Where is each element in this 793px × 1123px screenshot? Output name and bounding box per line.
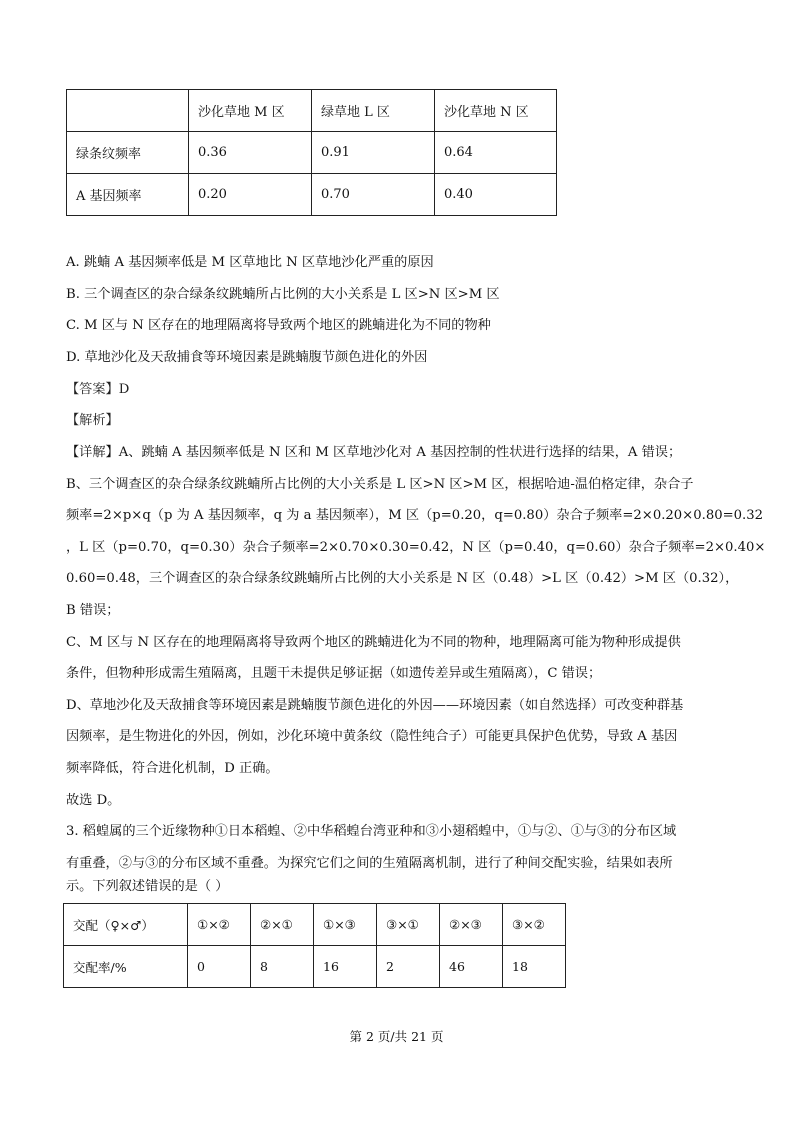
- table-cell: 0.91: [312, 132, 435, 174]
- table-cell: 16: [314, 946, 377, 988]
- analysis-line: B、三个调查区的杂合绿条纹跳蝻所占比例的大小关系是 L 区>N 区>M 区，根据哈迪-温伯格定律，杂合子: [66, 477, 694, 492]
- table-row: [64, 946, 566, 988]
- question-3-line: 3. 稻蝗属的三个近缘物种①日本稻蝗、②中华稻蝗台湾亚种和③小翅稻蝗中，①与②、①与③的分布区域: [66, 824, 677, 839]
- table-cell: 交配率/%: [64, 946, 188, 988]
- analysis-label: 【解析】: [66, 413, 119, 428]
- table-cell: 18: [503, 946, 566, 988]
- table-cell: A 基因频率: [67, 174, 189, 216]
- table-cell: 2: [377, 946, 440, 988]
- option-c: C. M 区与 N 区存在的地理隔离将导致两个地区的跳蝻进化为不同的物种: [66, 318, 491, 333]
- table-cell: 0.20: [189, 174, 312, 216]
- analysis-line: 因频率，是生物进化的外因，例如，沙化环境中黄条纹（隐性纯合子）可能更具保护色优势，导致 A 基因: [66, 729, 678, 744]
- table-row: [67, 132, 557, 174]
- analysis-line: ，L 区（p=0.70，q=0.30）杂合子频率=2×0.70×0.30=0.42，N 区（p=0.40，q=0.60）杂合子频率=2×0.40×: [66, 540, 766, 555]
- table-row: [67, 174, 557, 216]
- table-header-cell: ②×③: [440, 904, 503, 946]
- analysis-line: 【详解】A、跳蝻 A 基因频率低是 N 区和 M 区草地沙化对 A 基因控制的性状进行选择的结果，A 错误；: [66, 445, 682, 460]
- table-header-cell: ③×②: [503, 904, 566, 946]
- table-cell: 0.36: [189, 132, 312, 174]
- table-cell: 0.64: [435, 132, 557, 174]
- table-cell: 8: [251, 946, 314, 988]
- analysis-line: 频率=2×p×q（p 为 A 基因频率，q 为 a 基因频率），M 区（p=0.20，q=0.80）杂合子频率=2×0.20×0.80=0.32: [66, 508, 764, 523]
- page-footer: 第 2 页/共 21 页: [349, 1029, 444, 1044]
- analysis-line: 频率降低，符合进化机制，D 正确。: [66, 761, 279, 776]
- table-header-cell: 绿草地 L 区: [312, 90, 435, 132]
- table-header-cell: ③×①: [377, 904, 440, 946]
- question-3-line: 示。下列叙述错误的是（ ）: [66, 879, 229, 894]
- table-header-cell: 沙化草地 N 区: [435, 90, 557, 132]
- option-d: D. 草地沙化及天敌捕食等环境因素是跳蝻腹节颜色进化的外因: [66, 350, 428, 365]
- table-header-cell: 交配（♀×♂）: [64, 904, 188, 946]
- table-header-cell: ①×②: [188, 904, 251, 946]
- table-cell: 46: [440, 946, 503, 988]
- table-header-cell: ②×①: [251, 904, 314, 946]
- table-header-row: [64, 904, 566, 946]
- analysis-line: C、M 区与 N 区存在的地理隔离将导致两个地区的跳蝻进化为不同的物种，地理隔离可能为物种形成提供: [66, 635, 681, 650]
- mating-rate-table: [63, 903, 566, 988]
- question-3-line: 有重叠，②与③的分布区域不重叠。为探究它们之间的生殖隔离机制，进行了种间交配实验，结果如表所: [66, 856, 673, 871]
- table-cell: 绿条纹频率: [67, 132, 189, 174]
- table-header-cell: [67, 90, 189, 132]
- table-header-row: [67, 90, 557, 132]
- answer-label: 【答案】D: [66, 382, 130, 397]
- table-header-cell: 沙化草地 M 区: [189, 90, 312, 132]
- analysis-line: B 错误；: [66, 603, 120, 618]
- option-a: A. 跳蝻 A 基因频率低是 M 区草地比 N 区草地沙化严重的原因: [66, 255, 434, 270]
- table-cell: 0.40: [435, 174, 557, 216]
- option-b: B. 三个调查区的杂合绿条纹跳蝻所占比例的大小关系是 L 区>N 区>M 区: [66, 287, 500, 302]
- analysis-line: D、草地沙化及天敌捕食等环境因素是跳蝻腹节颜色进化的外因——环境因素（如自然选择）可改变种群基: [66, 698, 684, 713]
- table-cell: 0: [188, 946, 251, 988]
- table-header-cell: ①×③: [314, 904, 377, 946]
- analysis-line: 条件，但物种形成需生殖隔离，且题干未提供足够证据（如遗传差异或生殖隔离），C 错误；: [66, 666, 602, 681]
- analysis-line: 0.60=0.48，三个调查区的杂合绿条纹跳蝻所占比例的大小关系是 N 区（0.48）>L 区（0.42）>M 区（0.32），: [66, 571, 739, 586]
- analysis-line: 故选 D。: [66, 793, 121, 808]
- table-cell: 0.70: [312, 174, 435, 216]
- habitat-frequency-table: [66, 89, 557, 216]
